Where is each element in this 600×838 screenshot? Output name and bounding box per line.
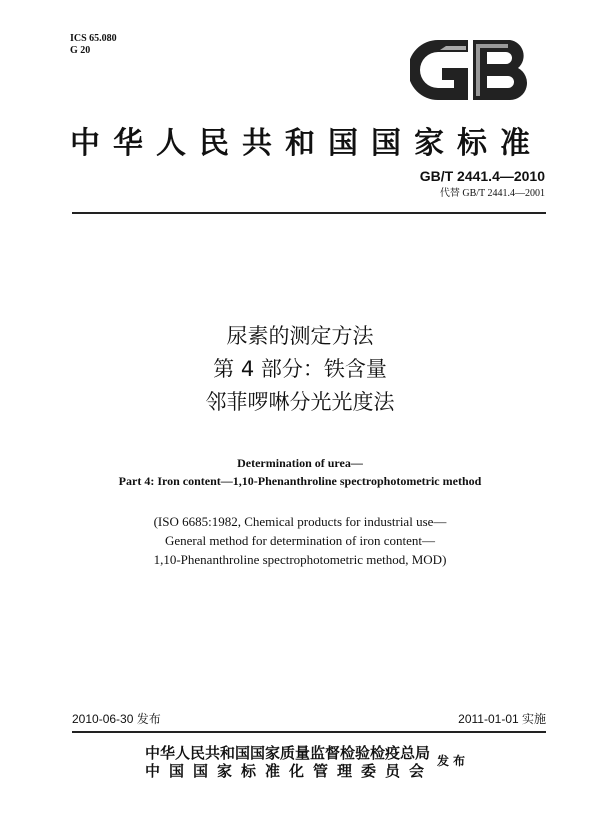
implementation-date: 2011-01-01 实施 bbox=[458, 712, 546, 726]
standard-code: GB/T 2441.4—2010 bbox=[419, 168, 545, 184]
gb-logo bbox=[410, 34, 532, 106]
issue-date: 2010-06-30 发布 bbox=[72, 712, 161, 726]
iso-reference-line: 1,10-Phenanthroline spectrophotometric method, MOD) bbox=[153, 552, 447, 567]
issuer: 中华人民共和国国家质量监督检验检疫总局 bbox=[145, 744, 431, 762]
issuer: 中国国家标准化管理委员会 bbox=[145, 762, 434, 780]
iso-reference-line: General method for determination of iron content— bbox=[164, 533, 436, 548]
chinese-title bbox=[0, 320, 600, 419]
issuing-authorities bbox=[145, 744, 433, 780]
english-title bbox=[0, 454, 600, 490]
iso-reference bbox=[0, 512, 600, 569]
top-divider bbox=[72, 212, 546, 214]
ics-code: ICS 65.080 bbox=[70, 33, 117, 44]
chinese-title-line: 尿素的测定方法 bbox=[226, 324, 374, 348]
iso-reference-line: (ISO 6685:1982, Chemical products for industrial use— bbox=[153, 514, 447, 529]
national-standard-heading: 中华人民共和国国家标准 bbox=[70, 126, 543, 161]
classification-codes bbox=[70, 33, 117, 57]
replaces-code: 代替 GB/T 2441.4—2001 bbox=[439, 188, 545, 199]
english-title-line: Part 4: Iron content—1,10-Phenanthroline spectrophotometric method bbox=[118, 474, 482, 488]
ccs-code: G 20 bbox=[70, 45, 91, 56]
chinese-title-line: 邻菲啰啉分光光度法 bbox=[205, 390, 395, 414]
publish-label: 发布 bbox=[437, 754, 470, 768]
dates-row bbox=[72, 710, 546, 727]
english-title-line: Determination of urea— bbox=[237, 456, 363, 470]
standard-number-block bbox=[420, 168, 545, 199]
chinese-title-line: 第 4 部分：铁含量 bbox=[213, 357, 387, 381]
bottom-divider bbox=[72, 731, 546, 733]
